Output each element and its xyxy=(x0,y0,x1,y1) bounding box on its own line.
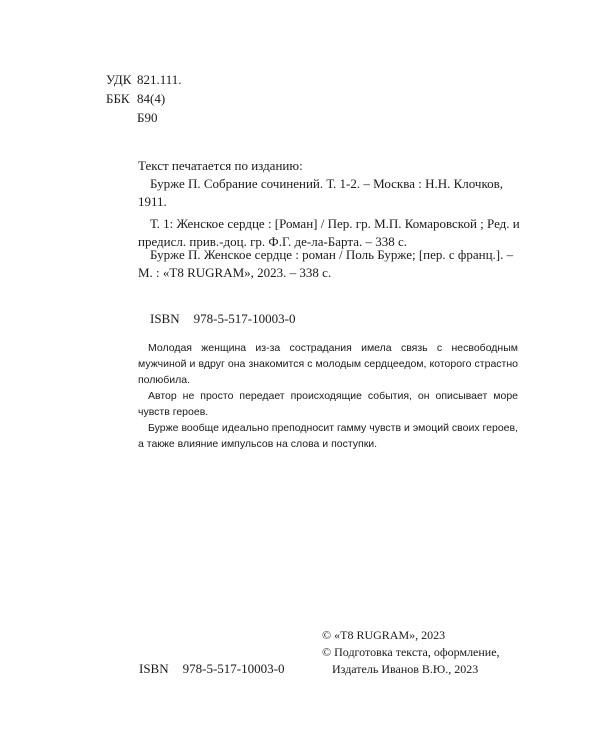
isbn-top-label: ISBN xyxy=(150,311,180,326)
annotation-block xyxy=(138,340,518,452)
udk-row xyxy=(106,70,182,89)
copyright-line-publisher: © «Т8 RUGRAM», 2023 xyxy=(322,628,446,642)
bbk-row xyxy=(106,89,182,108)
annotation-paragraph: Молодая женщина из-за сострадания имела связь с несвободным мужчиной и вдруг она знакомится с молодым сердцеедом, которого страстно полюбила. xyxy=(138,342,518,386)
source-collection: Бурже П. Собрание сочинений. Т. 1-2. – Москва : Н.Н. Клочков, 1911. xyxy=(138,176,504,209)
isbn-top xyxy=(150,310,295,328)
bbk-label: ББК xyxy=(106,91,130,106)
copyright-line-preparation: © Подготовка текста, оформление, xyxy=(322,645,500,659)
bibliographic-record-block xyxy=(138,246,522,282)
udk-label: УДК xyxy=(106,72,132,87)
isbn-top-number: 978-5-517-10003-0 xyxy=(193,311,296,326)
isbn-bottom-number: 978-5-517-10003-0 xyxy=(182,661,285,676)
bbk-value: 84(4) xyxy=(137,91,166,106)
source-volume: Т. 1: Женское сердце : [Роман] / Пер. гр. М.П. Комаровской ; Ред. и предисл. прив.-доц. гр. Ф.Г. де-ла-Барта. – 338 с. xyxy=(138,216,520,249)
copyright-block xyxy=(322,627,500,678)
source-edition-block xyxy=(138,157,522,251)
isbn-bottom xyxy=(139,660,284,678)
author-code: Б90 xyxy=(137,110,158,125)
annotation-paragraph: Автор не просто передает происходящие события, он описывает море чувств героев. xyxy=(138,390,518,418)
annotation-paragraph: Бурже вообще идеально преподносит гамму чувств и эмоций своих героев, а также влияние импульсов на слова и поступки. xyxy=(138,422,518,450)
isbn-bottom-label: ISBN xyxy=(139,661,169,676)
classification-block xyxy=(106,70,182,127)
copyright-line-editor: Издатель Иванов В.Ю., 2023 xyxy=(332,662,479,676)
udk-value: 821.111. xyxy=(137,72,182,87)
bibliographic-record: Бурже П. Женское сердце : роман / Поль Бурже; [пер. с франц.]. – М. : «Т8 RUGRAM», 2023. – 338 с. xyxy=(138,247,514,280)
source-intro: Текст печатается по изданию: xyxy=(138,158,303,173)
